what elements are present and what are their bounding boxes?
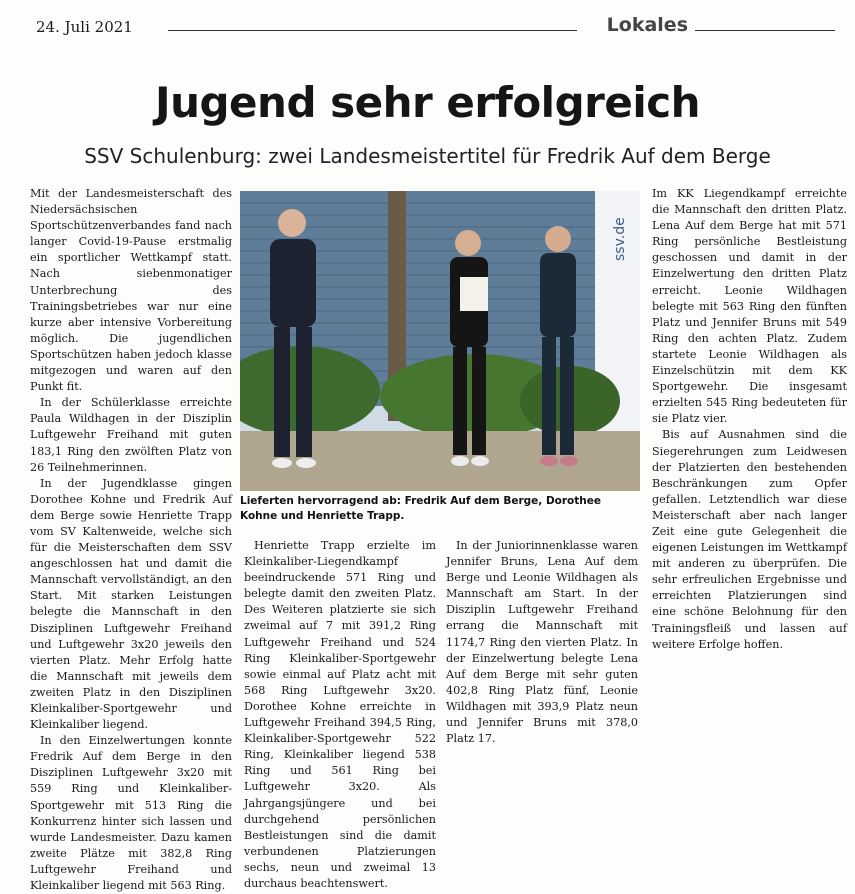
article-headline: Jugend sehr erfolgreich xyxy=(154,78,701,127)
header-rule xyxy=(168,30,577,31)
article-column-2 xyxy=(244,538,436,892)
paragraph-jugend: In der Jugendklasse gingen Dorothee Kohne und Fredrik Auf dem Berge sowie Henriette Trapp vom SV Kaltenweide, welche sich für die Meisterschaften dem SSV angeschlossen hat und damit die Mannschaft vervollständigt, an den Start. Mit starken Leistungen belegte die Mannschaft in den Disziplinen Luftgewehr Freihand und Luftgewehr 3x20 jeweils den vierten Platz. Mehr Erfolg hatte die Mannschaft mit jeweils dem zweiten Platz in den Disziplinen Kleinkaliber-Sportgewehr und Kleinkaliber liegend. xyxy=(30,476,232,732)
paragraph-intro: Mit der Landesmeisterschaft des Niedersächsischen Sportschützenverbandes fand nach langer Covid-19-Pause erstmalig ein sportlicher Wettkampf statt. Nach siebenmonatiger Unterbrechung des Trainingsbetriebes war nur eine kurze aber intensive Vorbereitung möglich. Die jugendlichen Sportschützen haben jedoch klasse mitgezogen und waren auf den Punkt fit. xyxy=(30,187,232,394)
article-column-1 xyxy=(30,186,232,894)
article-subheadline: SSV Schulenburg: zwei Landesmeistertitel für Fredrik Auf dem Berge xyxy=(84,144,771,168)
photo-illustration xyxy=(240,191,640,491)
article-column-4 xyxy=(652,186,847,653)
header-rule-right xyxy=(695,30,835,31)
paragraph-fazit: Bis auf Ausnahmen sind die Siegerehrungen zum Leidwesen der Platzierten den bestehenden Beschränkungen zum Opfer gefallen. Letztendlich war diese Meisterschaft aber nach langer Zeit eine gute Gelegenheit die eigenen Leistungen im Wettkampf mit anderen zu überprüfen. Die sehr erfreulichen Ergebnisse und erreichten Platzierungen sind eine schöne Belohnung für den Trainingsfleiß und lassen auf weitere Erfolge hoffen. xyxy=(652,428,847,651)
article-column-3 xyxy=(446,538,638,747)
issue-date: 24. Juli 2021 xyxy=(36,18,133,36)
paragraph-schueler: In der Schülerklasse erreichte Paula Wildhagen in der Disziplin Luftgewehr Freihand mit guten 183,1 Ring den zwölften Platz von 26 Teilnehmerinnen. xyxy=(30,396,232,474)
paragraph-juniorinnen: In der Juniorinnenklasse waren Jennifer Bruns, Lena Auf dem Berge und Leonie Wildhagen als Mannschaft am Start. In der Disziplin Luftgewehr Freihand errang die Mannschaft mit 1174,7 Ring den vierten Platz. In der Einzelwertung belegte Lena Auf dem Berge mit sehr guten 402,8 Ring Platz fünf, Leonie Wildhagen mit 393,9 Platz neun und Jennifer Bruns mit 378,0 Platz 17. xyxy=(446,539,638,746)
paragraph-einzel-fredrik: In den Einzelwertungen konnte Fredrik Auf dem Berge in den Disziplinen Luftgewehr 3x20 mit 559 Ring und Kleinkaliber-Sportgewehr mit 513 Ring die Konkurrenz hinter sich lassen und wurde Landesmeister. Dazu kamen zweite Plätze mit 382,8 Ring Luftgewehr Freihand und Kleinkaliber liegend mit 563 Ring. xyxy=(30,734,232,893)
paragraph-kk-liegend: Im KK Liegendkampf erreichte die Mannschaft den dritten Platz. Lena Auf dem Berge hat mit 571 Ring persönliche Bestleistung geschossen und damit in der Einzelwertung den dritten Platz erreicht. Leonie Wildhagen belegte mit 563 Ring den fünften Platz und Jennifer Bruns mit 549 Ring den achten Platz. Zudem startete Leonie Wildhagen als Einzelschützin mit dem KK Sportgewehr. Die insgesamt erzielten 545 Ring bedeuteten für sie Platz vier. xyxy=(652,187,847,426)
photo-caption: Lieferten hervorragend ab: Fredrik Auf dem Berge, Dorothee Kohne und Henriette Trapp. xyxy=(240,495,601,522)
article-photo xyxy=(240,191,640,491)
photo-sign-text: ssv.de xyxy=(612,217,628,261)
paragraph-henriette: Henriette Trapp erzielte im Kleinkaliber-Liegendkampf beeindruckende 571 Ring und belegte damit den zweiten Platz. Des Weiteren platzierte sie sich zweimal auf 7 mit 391,2 Ring Luftgewehr Freihand und 524 Ring Kleinkaliber-Sportgewehr sowie einmal auf Platz acht mit 568 Ring Luftgewehr 3x20. Dorothee Kohne erreichte in Luftgewehr Freihand 394,5 Ring, Kleinkaliber-Sportgewehr 522 Ring, Kleinkaliber liegend 538 Ring und 561 Ring bei Luftgewehr 3x20. Als Jahrgangsjüngere und bei durchgehend persönlichen Bestleistungen sind die damit verbundenen Platzierungen sechs, neun und zweimal 13 durchaus beachtenswert. xyxy=(244,539,436,890)
section-title: Lokales xyxy=(606,14,688,36)
page-header xyxy=(20,14,835,44)
